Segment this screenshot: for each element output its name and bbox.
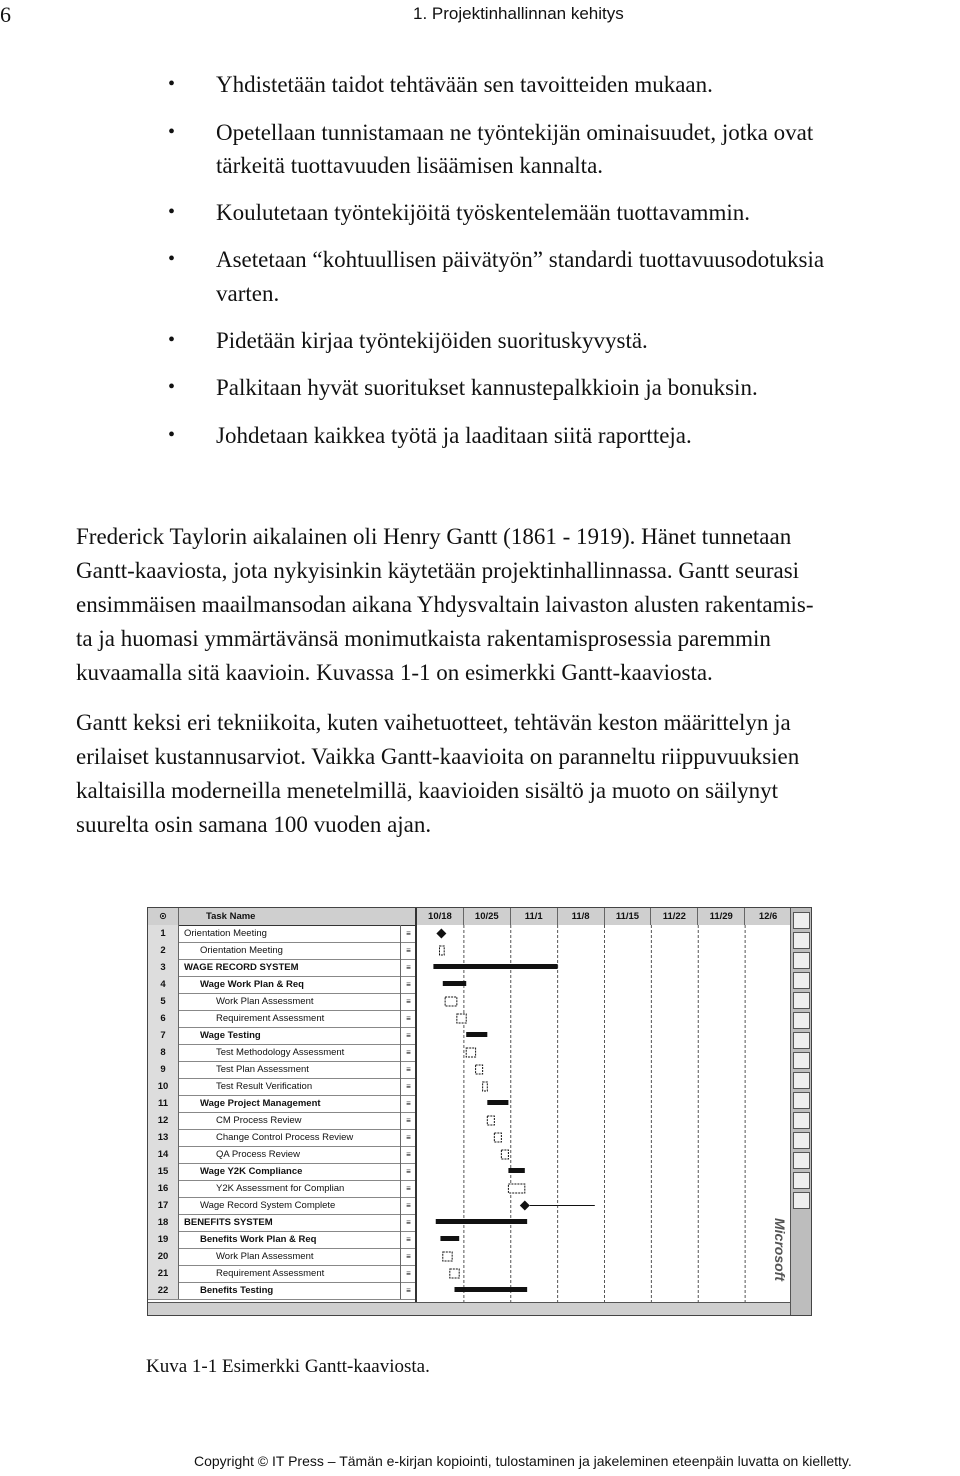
gantt-summary-bar [487,1100,508,1105]
task-name: Work Plan Assessment [216,1251,314,1262]
bullet-text: Koulutetaan työntekijöitä työskentelemään tuottavammin. [216,200,750,225]
task-id: 21 [148,1265,179,1282]
vendor-watermark: Microsoft [772,1218,788,1281]
bullet-icon: • [168,121,176,143]
task-notes-icon: ≡ [400,1078,416,1095]
timeline-date-label: 10/18 [417,908,464,925]
toolbar-button[interactable] [793,1132,810,1149]
gantt-summary-bar [433,964,557,969]
task-notes-icon: ≡ [400,959,416,976]
figure-caption: Kuva 1-1 Esimerkki Gantt-kaaviosta. [146,1356,430,1377]
task-notes-icon: ≡ [400,1248,416,1265]
gantt-task-bar [483,1082,488,1091]
task-table-header [148,908,415,926]
task-name: Test Plan Assessment [216,1064,309,1075]
table-row[interactable] [148,959,415,977]
task-id: 1 [148,925,179,942]
task-notes-icon: ≡ [400,1146,416,1163]
toolbar-button[interactable] [793,1192,810,1209]
task-id: 20 [148,1248,179,1265]
timeline-date-label: 10/25 [464,908,511,925]
table-row[interactable] [148,942,415,960]
task-notes-icon: ≡ [400,1095,416,1112]
task-id: 7 [148,1027,179,1044]
task-notes-icon: ≡ [400,1027,416,1044]
table-row[interactable] [148,1231,415,1249]
task-name: Test Methodology Assessment [216,1047,345,1058]
paragraph-line: Frederick Taylorin aikalainen oli Henry Gantt (1861 - 1919). Hänet tunnetaan [76,524,792,549]
gantt-summary-bar [455,1287,528,1292]
task-id: 15 [148,1163,179,1180]
bullet-text: Pidetään kirjaa työntekijöiden suorituskyvystä. [216,328,648,353]
gantt-task-bar [450,1269,459,1278]
task-notes-icon: ≡ [400,942,416,959]
task-name: Benefits Testing [200,1285,274,1296]
toolbar-button[interactable] [793,992,810,1009]
task-id: 9 [148,1061,179,1078]
task-id: 10 [148,1078,179,1095]
toolbar-button[interactable] [793,1032,810,1049]
gantt-task-bar [466,1048,475,1057]
task-name: Wage Record System Complete [200,1200,336,1211]
gantt-summary-bar [466,1032,487,1037]
bullet-icon: • [168,248,176,270]
table-row[interactable] [148,1146,415,1164]
bullet-text: tärkeitä tuottavuuden lisäämisen kannalta. [216,153,604,178]
gantt-task-bar [457,1014,466,1023]
gantt-milestone [520,1201,530,1211]
table-row[interactable] [148,1078,415,1096]
task-notes-icon: ≡ [400,1265,416,1282]
toolbar-button[interactable] [793,1092,810,1109]
gantt-task-bar [494,1133,501,1142]
toolbar-button[interactable] [793,1012,810,1029]
table-row[interactable] [148,1282,415,1300]
task-id: 5 [148,993,179,1010]
toolbar-button[interactable] [793,1172,810,1189]
gantt-summary-bar [436,1219,527,1224]
indicator-column-header: ⊙ [148,908,179,925]
task-notes-icon: ≡ [400,1010,416,1027]
table-row[interactable] [148,1095,415,1113]
task-id: 16 [148,1180,179,1197]
bullet-icon: • [168,73,176,95]
task-name: Wage Project Management [200,1098,321,1109]
task-id: 3 [148,959,179,976]
bullet-text: varten. [216,281,280,306]
table-row[interactable] [148,1044,415,1062]
timeline-date-label: 11/22 [651,908,698,925]
bullet-text: Opetellaan tunnistamaan ne työntekijän ominaisuudet, jotka ovat [216,120,814,145]
gantt-task-bar [476,1065,483,1074]
gantt-summary-bar [508,1168,524,1173]
task-name: Change Control Process Review [216,1132,354,1143]
task-name: CM Process Review [216,1115,302,1126]
table-row[interactable] [148,993,415,1011]
task-name: Benefits Work Plan & Req [200,1234,317,1245]
table-row[interactable] [148,925,415,943]
task-name: BENEFITS SYSTEM [184,1217,273,1228]
paragraph-line: kuvaamalla sitä kaavioin. Kuvassa 1-1 on esimerkki Gantt-kaaviosta. [76,660,713,685]
table-row[interactable] [148,1010,415,1028]
task-name: WAGE RECORD SYSTEM [184,962,299,973]
timeline-date-label: 11/1 [511,908,558,925]
toolbar-button[interactable] [793,1152,810,1169]
task-notes-icon: ≡ [400,1044,416,1061]
task-notes-icon: ≡ [400,1163,416,1180]
gantt-task-bar [501,1150,508,1159]
toolbar-button[interactable] [793,1112,810,1129]
table-row[interactable] [148,1163,415,1181]
task-id: 19 [148,1231,179,1248]
gantt-summary-bar [440,1236,459,1241]
table-row[interactable] [148,1197,415,1215]
paragraph-line: erilaiset kustannusarviot. Vaikka Gantt-kaavioita on paranneltu riippuvuuksien [76,744,800,769]
task-name: Orientation Meeting [184,928,267,939]
task-notes-icon: ≡ [400,993,416,1010]
task-name: Wage Testing [200,1030,261,1041]
bullet-icon: • [168,329,176,351]
gantt-task-bar [487,1116,494,1125]
task-id: 8 [148,1044,179,1061]
task-name-column-header: Task Name [206,911,256,922]
task-id: 2 [148,942,179,959]
toolbar-button[interactable] [793,952,810,969]
task-name: Wage Work Plan & Req [200,979,304,990]
bullet-icon: • [168,201,176,223]
paragraph-line: Gantt-kaaviosta, jota nykyisinkin käytetään projektinhallinnassa. Gantt seurasi [76,558,800,583]
gantt-figure [147,907,812,1316]
paragraph-line: suurelta osin samana 100 vuoden ajan. [76,812,432,837]
bullet-text: Asetetaan “kohtuullisen päivätyön” standardi tuottavuusodotuksia [216,247,825,272]
toolbar-button[interactable] [793,1072,810,1089]
task-notes-icon: ≡ [400,1197,416,1214]
gantt-task-bar [440,946,445,955]
page-number: 6 [0,2,11,27]
paragraph-line: Gantt keksi eri tekniikoita, kuten vaihetuotteet, tehtävän keston määrittelyn ja [76,710,791,735]
task-notes-icon: ≡ [400,1231,416,1248]
paragraph-gantt-history [76,520,936,690]
task-notes-icon: ≡ [400,1112,416,1129]
table-row[interactable] [148,1027,415,1045]
task-id: 11 [148,1095,179,1112]
gantt-task-bar [508,1184,524,1193]
table-row[interactable] [148,1129,415,1147]
toolbar-button[interactable] [793,912,810,929]
running-head: 1. Projektinhallinnan kehitys [413,4,624,23]
task-name: Y2K Assessment for Complian [216,1183,345,1194]
copyright-notice: Copyright © IT Press – Tämän e-kirjan kopiointi, tulostaminen ja jakeleminen eteenpäin luvatta on kielletty. [194,1453,852,1469]
table-row[interactable] [148,976,415,994]
table-row[interactable] [148,1180,415,1198]
task-id: 14 [148,1146,179,1163]
task-notes-icon: ≡ [400,976,416,993]
task-notes-icon: ≡ [400,1061,416,1078]
bullet-icon: • [168,424,176,446]
task-id: 22 [148,1282,179,1299]
table-row[interactable] [148,1265,415,1283]
paragraph-line: ensimmäisen maailmansodan aikana Yhdysvaltain laivaston alusten rakentamis- [76,592,814,617]
table-row[interactable] [148,1112,415,1130]
timeline-date-label: 12/6 [745,908,792,925]
task-id: 6 [148,1010,179,1027]
task-id: 4 [148,976,179,993]
task-notes-icon: ≡ [400,1282,416,1299]
table-row[interactable] [148,1061,415,1079]
paragraph-line: ta ja huomasi ymmärtävänsä monimutkaista rakentamisprosessia paremmin [76,626,771,651]
bullet-text: Palkitaan hyvät suoritukset kannustepalkkioin ja bonuksin. [216,375,758,400]
paragraph-gantt-techniques [76,706,936,842]
bullet-icon: • [168,376,176,398]
task-name: Orientation Meeting [200,945,283,956]
task-notes-icon: ≡ [400,925,416,942]
toolbar-button[interactable] [793,972,810,989]
toolbar-button[interactable] [793,932,810,949]
table-row[interactable] [148,1214,415,1232]
bullet-text: Yhdistetään taidot tehtävään sen tavoitteiden mukaan. [216,72,713,97]
task-name: Test Result Verification [216,1081,313,1092]
task-name: Work Plan Assessment [216,996,314,1007]
task-id: 13 [148,1129,179,1146]
task-name: Requirement Assessment [216,1268,325,1279]
task-name: Requirement Assessment [216,1013,325,1024]
horizontal-scrollbar[interactable] [148,1302,790,1316]
gantt-bars [417,908,792,1302]
gantt-summary-bar [443,981,466,986]
timeline-date-label: 11/15 [605,908,652,925]
timeline-date-label: 11/29 [698,908,745,925]
task-id: 18 [148,1214,179,1231]
table-row[interactable] [148,1248,415,1266]
paragraph-line: kaltaisilla moderneilla menetelmillä, kaavioiden sisältö ja muoto on säilynyt [76,778,778,803]
toolbar-button[interactable] [793,1052,810,1069]
task-notes-icon: ≡ [400,1129,416,1146]
task-name: Wage Y2K Compliance [200,1166,303,1177]
gantt-timeline [415,908,792,1302]
task-id: 17 [148,1197,179,1214]
task-table [148,908,415,1302]
side-toolbar [790,908,812,1315]
task-id: 12 [148,1112,179,1129]
timeline-date-label: 11/8 [558,908,605,925]
task-notes-icon: ≡ [400,1214,416,1231]
gantt-milestone [436,929,446,939]
gantt-task-bar [445,997,457,1006]
task-name: QA Process Review [216,1149,300,1160]
task-notes-icon: ≡ [400,1180,416,1197]
gantt-task-bar [443,1252,452,1261]
bullet-text: Johdetaan kaikkea työtä ja laaditaan siitä raportteja. [216,423,692,448]
